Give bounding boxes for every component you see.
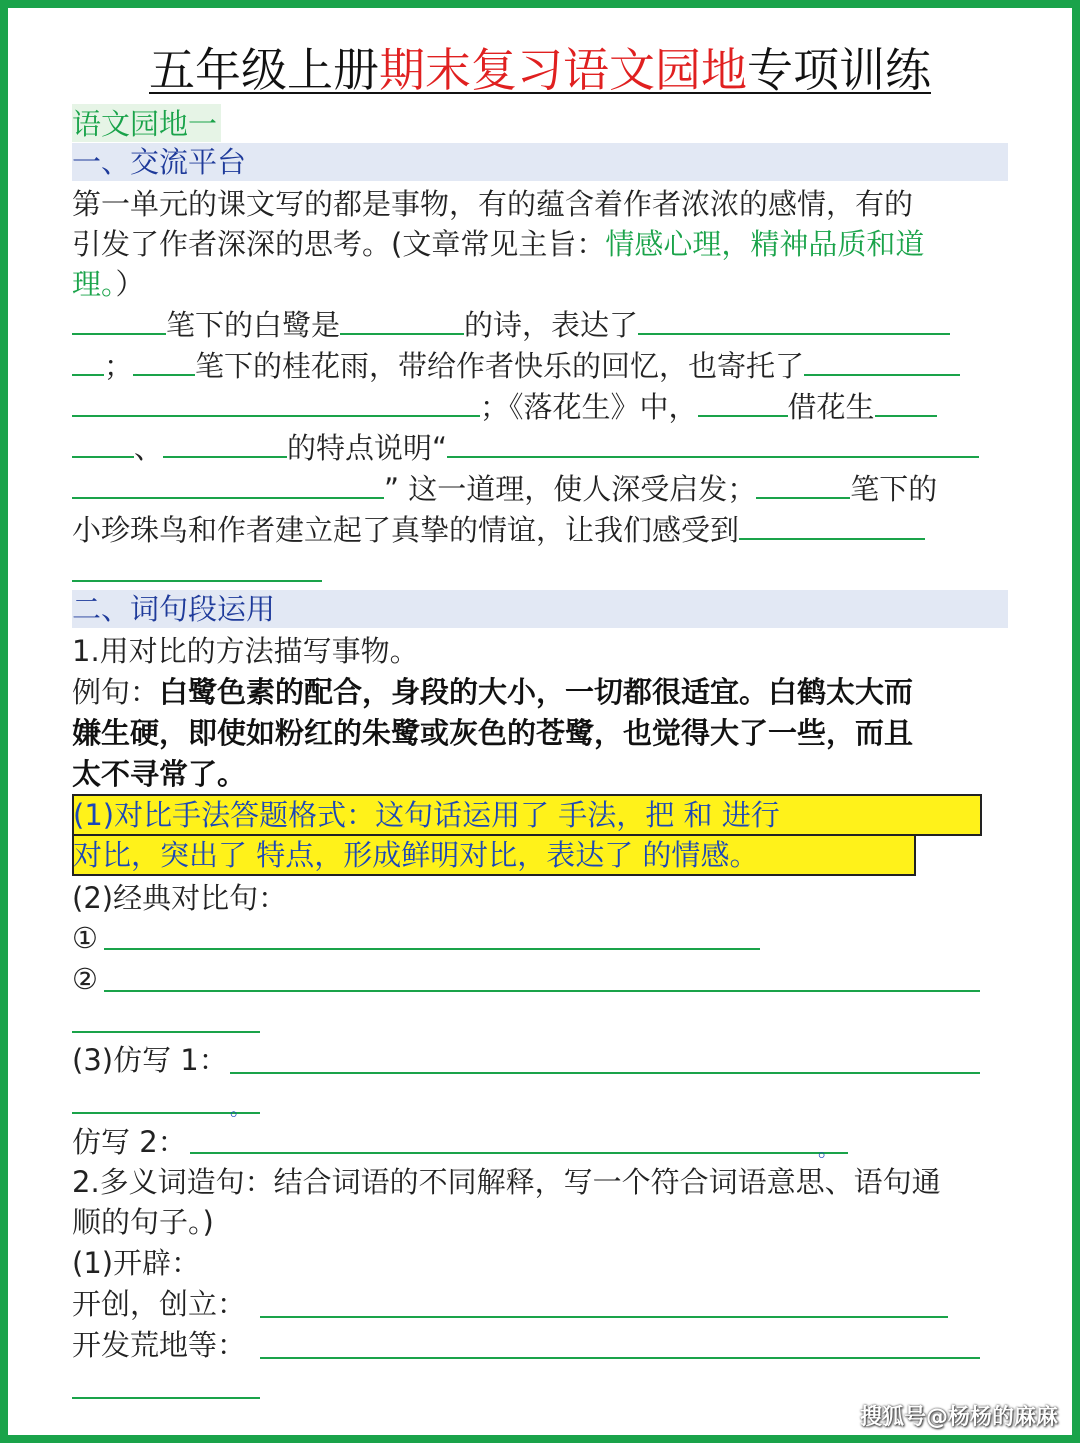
para-line3b: ） [115, 267, 145, 301]
imitate-1-label: (3)仿写 1： [72, 1043, 228, 1077]
para-line2a: 引发了作者深深的思考。(文章常见主旨： [72, 227, 606, 261]
page-title [0, 42, 1080, 98]
section1-para-line2 [72, 224, 924, 264]
blank[interactable] [804, 346, 960, 376]
imitate-2-label: 仿写 2： [72, 1125, 187, 1159]
question-2-line2: 顺的句子。) [72, 1205, 214, 1239]
fill-line6 [72, 510, 925, 550]
fill-text: 的特点说明“ [287, 431, 448, 465]
blank[interactable] [875, 387, 937, 417]
example-text: 白鹭色素的配合，身段的大小，一切都很适宜。白鹤太大而 [159, 675, 914, 709]
fill-line3 [72, 387, 937, 427]
section1-heading: 一、交流平台 [72, 145, 247, 179]
blank[interactable] [133, 346, 195, 376]
blank[interactable] [756, 469, 850, 499]
blank[interactable] [739, 510, 925, 540]
highlight-text-line2: 对比，突出了 特点，形成鲜明对比，表达了 的情感。 [73, 838, 759, 872]
answer-line[interactable] [104, 990, 980, 992]
fill-text: ；《落花生》中， [480, 390, 698, 424]
fill-text: 、 [134, 431, 164, 465]
answer-line[interactable] [260, 1316, 948, 1318]
fill-line4 [72, 428, 979, 468]
circle-number-2: ② [72, 962, 98, 996]
period-mark: 。 [230, 1096, 250, 1120]
blank[interactable] [698, 387, 788, 417]
title-part2: 期末复习语文园地 [379, 43, 747, 97]
period-mark: 。 [818, 1137, 838, 1161]
sense-1-label: 开创，创立： [72, 1287, 247, 1321]
blank[interactable] [72, 387, 480, 417]
sub-question-1: (1)开辟： [72, 1246, 201, 1280]
unit-heading: 语文园地一 [72, 107, 218, 141]
answer-line[interactable] [260, 1357, 980, 1359]
watermark: 搜狐号@杨杨的麻麻 [859, 1405, 1058, 1430]
answer-line[interactable] [104, 948, 760, 950]
answer-line[interactable] [72, 1397, 260, 1399]
blank[interactable] [340, 305, 464, 335]
fill-text: 的诗，表达了 [464, 308, 639, 342]
blank[interactable] [638, 305, 950, 335]
fill-text: 笔下的 [850, 472, 938, 506]
fill-text: 借花生 [787, 390, 875, 424]
fill-line1 [72, 305, 950, 345]
theme-text: 情感心理，精神品质和道 [605, 227, 925, 261]
blank[interactable] [447, 428, 979, 458]
blank-line[interactable] [72, 580, 322, 582]
blank[interactable] [72, 305, 166, 335]
fill-text: 笔下的桂花雨，带给作者快乐的回忆，也寄托了 [195, 349, 805, 383]
circle-number-1: ① [72, 921, 98, 955]
blank[interactable] [72, 469, 384, 499]
classic-contrast-label: (2)经典对比句： [72, 881, 288, 915]
section1-para-line1: 第一单元的课文写的都是事物，有的蕴含着作者浓浓的感情，有的 [72, 187, 914, 221]
fill-text: 笔下的白鹭是 [166, 308, 341, 342]
fill-text: 小珍珠鸟和作者建立起了真挚的情谊，让我们感受到 [72, 513, 740, 547]
fill-line5 [72, 469, 937, 509]
fill-text: ” 这一道理，使人深受启发； [384, 472, 757, 506]
question-2-line1: 2.多义词造句：结合词语的不同解释，写一个符合词语意思、语句通 [72, 1165, 941, 1199]
example-line1 [72, 672, 913, 712]
question-1: 1.用对比的方法描写事物。 [72, 634, 419, 668]
blank[interactable] [163, 428, 287, 458]
blank[interactable] [72, 346, 104, 376]
example-line3: 太不寻常了。 [72, 757, 247, 791]
title-part3: 专项训练 [747, 43, 931, 97]
fill-text: ； [104, 349, 134, 383]
highlight-text-line1: (1)对比手法答题格式：这句话运用了 手法，把 和 进行 [73, 798, 780, 832]
fill-line2 [72, 346, 960, 386]
title-part1: 五年级上册 [149, 43, 379, 97]
blank[interactable] [72, 428, 134, 458]
unit-heading-band [72, 104, 221, 142]
answer-line[interactable] [72, 1031, 260, 1033]
section1-para-line3 [72, 264, 145, 304]
sense-2-label: 开发荒地等： [72, 1328, 247, 1362]
example-line2: 嫌生硬，即使如粉红的朱鹭或灰色的苍鹭，也觉得大了一些，而且 [72, 716, 914, 750]
section2-heading: 二、词句段运用 [72, 592, 276, 626]
theme-text-end: 理。 [72, 267, 116, 301]
example-label: 例句： [72, 675, 160, 709]
answer-line[interactable] [190, 1152, 848, 1154]
answer-line[interactable] [230, 1072, 980, 1074]
